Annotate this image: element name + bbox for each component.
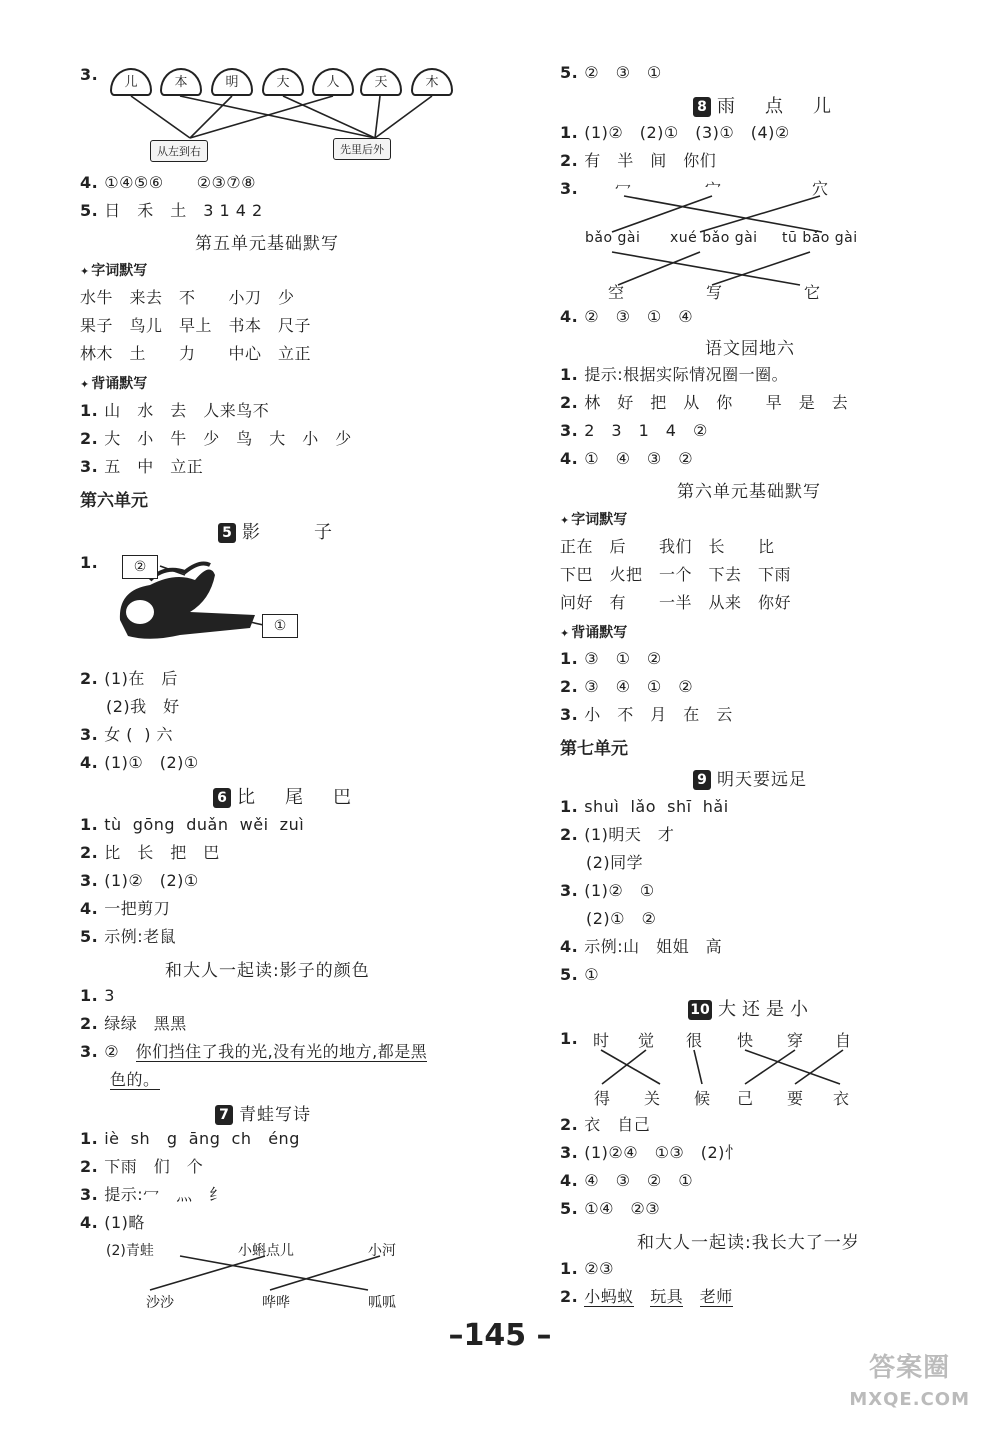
fan-2: 本 — [160, 68, 202, 96]
s4-line: 4. (1)① (2)① — [80, 753, 199, 772]
d3-line: 3. 2 3 1 4 ② — [560, 421, 708, 440]
d4-line: 4. ① ④ ③ ② — [560, 449, 694, 468]
c2-line: 2. 有 半 间 你们 — [560, 151, 717, 170]
r3-line: 3. ② 你们挡住了我的光,没有光的地方,都是黑 — [80, 1042, 428, 1061]
p1-line: 1. tù gōng duǎn wěi zuì — [80, 815, 305, 834]
g1-number: 1. — [560, 1029, 579, 1048]
watermark-bottom: MXQE.COM — [849, 1389, 970, 1410]
p5-line: 5. 示例:老鼠 — [80, 927, 177, 946]
fan-5: 人 — [312, 68, 354, 96]
r2-line: 2. 绿绿 黑黑 — [80, 1014, 187, 1033]
lesson5-title: 5 影 子 — [218, 518, 338, 544]
q4-bottom-3: 呱呱 — [368, 1295, 396, 1311]
label-left-to-right: 从左到右 — [150, 140, 208, 162]
q4-top-2: 小蝌点儿 — [238, 1243, 294, 1259]
unit7-heading: 第七单元 — [560, 739, 628, 759]
recite-3: 3. 五 中 立正 — [80, 457, 204, 476]
lesson7-title: 7 青蛙写诗 — [215, 1100, 311, 1125]
g1-top-6: 自 — [835, 1031, 852, 1050]
g1-top-3: 很 — [686, 1031, 703, 1050]
r-section-recite: ✦ 背诵默写 — [560, 622, 627, 642]
q3-line: 3. 提示:冖 灬 纟 — [80, 1185, 226, 1204]
c3-number: 3. — [560, 179, 579, 198]
fan-3: 明 — [211, 68, 253, 96]
unit6-heading: 第六单元 — [80, 491, 148, 511]
watermark — [849, 1352, 970, 1416]
words-row-3: 林木 土 力 中心 立正 — [80, 344, 312, 363]
c3-top-2: 宀 — [705, 179, 722, 198]
q2-line: 2. 下雨 们 个 — [80, 1157, 204, 1176]
d2-line: 2. 林 好 把 从 你 早 是 去 — [560, 393, 849, 412]
s2-line-b: (2)我 好 — [106, 697, 180, 716]
c1-line: 1. (1)② (2)① (3)① (4)② — [560, 123, 790, 142]
c4-line: 4. ② ③ ① ④ — [560, 307, 694, 326]
e3-line: 3. 小 不 月 在 云 — [560, 705, 733, 724]
fan-4: 大 — [262, 68, 304, 96]
g1-bottom-4: 己 — [737, 1089, 754, 1108]
a5-line: 5. ② ③ ① — [560, 63, 662, 82]
l3-number: 3. — [80, 65, 99, 84]
d1-line: 1. 提示:根据实际情况圈一圈。 — [560, 365, 789, 384]
lesson6-title: 6 比 尾 巴 — [213, 783, 357, 809]
c3-top-3: 穴 — [812, 179, 829, 198]
g1-bottom-3: 候 — [694, 1089, 711, 1108]
fan-6: 天 — [360, 68, 402, 96]
reading-title-1: 和大人一起读:影子的颜色 — [165, 961, 370, 981]
r3-line-cont: 色的。 — [110, 1070, 160, 1089]
g1-bottom-6: 衣 — [833, 1089, 850, 1108]
g1-top-5: 穿 — [787, 1031, 804, 1050]
g2-line: 2. 衣 自己 — [560, 1115, 651, 1134]
h1-line: 1. ②③ — [560, 1259, 614, 1278]
shadow-box-b: ① — [262, 614, 298, 638]
g1-top-1: 时 — [593, 1031, 610, 1050]
l4-line: 4. ①④⑤⑥ ②③⑦⑧ — [80, 173, 256, 192]
label-inside-first: 先里后外 — [333, 138, 391, 160]
q4-line-b: (2)青蛙 — [106, 1243, 154, 1259]
g4-line: 4. ④ ③ ② ① — [560, 1171, 694, 1190]
g5-line: 5. ①④ ②③ — [560, 1199, 661, 1218]
c3-pinyin-1: bǎo gài — [585, 230, 641, 246]
lesson8-title: 8 雨 点 儿 — [693, 92, 837, 118]
words-row-1: 水牛 来去 不 小刀 少 — [80, 288, 295, 307]
q4-bottom-1: 沙沙 — [146, 1295, 174, 1311]
f4-line: 4. 示例:山 姐姐 高 — [560, 937, 723, 956]
r-words-row-3: 问好 有 一半 从来 你好 — [560, 593, 792, 612]
q4-top-3: 小河 — [368, 1243, 396, 1259]
r1-line: 1. 3 — [80, 986, 115, 1005]
s3-line: 3. 女 ( ) 六 — [80, 725, 174, 744]
c3-pinyin-3: tū bǎo gài — [782, 230, 858, 246]
f5-line: 5. ① — [560, 965, 600, 984]
section-words: ✦ 字词默写 — [80, 260, 147, 280]
e1-line: 1. ③ ① ② — [560, 649, 662, 668]
q1-line: 1. iè sh g āng ch éng — [80, 1129, 300, 1148]
unit6-review-title: 第六单元基础默写 — [677, 482, 821, 502]
g1-bottom-1: 得 — [594, 1089, 611, 1108]
c3-bottom-1: 空 — [608, 283, 625, 302]
lesson9-title: 9 明天要远足 — [693, 765, 807, 790]
shadow-box-a: ② — [122, 555, 158, 579]
c3-bottom-3: 它 — [804, 283, 821, 302]
recite-1: 1. 山 水 去 人来鸟不 — [80, 401, 270, 420]
unit5-review-title: 第五单元基础默写 — [195, 234, 339, 254]
f3-line-b: (2)① ② — [586, 909, 657, 928]
f3-line-a: 3. (1)② ① — [560, 881, 655, 900]
r-words-row-1: 正在 后 我们 长 比 — [560, 537, 775, 556]
recite-2: 2. 大 小 牛 少 鸟 大 小 少 — [80, 429, 352, 448]
c3-top-1: 冖 — [615, 179, 632, 198]
c3-bottom-2: 写 — [706, 283, 723, 302]
g1-bottom-2: 关 — [644, 1089, 661, 1108]
page-number: –145 – — [448, 1318, 552, 1353]
fan-7: 木 — [411, 68, 453, 96]
s2-line-a: 2. (1)在 后 — [80, 669, 178, 688]
g1-top-2: 觉 — [638, 1031, 655, 1050]
section-recite: ✦ 背诵默写 — [80, 373, 147, 393]
reading-title-2: 和大人一起读:我长大了一岁 — [637, 1233, 860, 1253]
g1-bottom-5: 要 — [787, 1089, 804, 1108]
r-words-row-2: 下巴 火把 一个 下去 下雨 — [560, 565, 792, 584]
p4-line: 4. 一把剪刀 — [80, 899, 171, 918]
watermark-top: 答案圈 — [869, 1353, 951, 1383]
f2-line-b: (2)同学 — [586, 853, 644, 872]
e2-line: 2. ③ ④ ① ② — [560, 677, 694, 696]
p2-line: 2. 比 长 把 巴 — [80, 843, 220, 862]
h2-line: 2. 小蚂蚁 玩具 老师 — [560, 1287, 733, 1306]
q4-bottom-2: 哗哗 — [262, 1295, 290, 1311]
g3-line: 3. (1)②④ ①③ (2)忄 — [560, 1143, 742, 1162]
c3-pinyin-2: xué bǎo gài — [670, 230, 758, 246]
yuwen-yuandi-6-title: 语文园地六 — [705, 339, 795, 359]
p3-line: 3. (1)② (2)① — [80, 871, 199, 890]
q4-line-a: 4. (1)略 — [80, 1213, 145, 1232]
words-row-2: 果子 鸟儿 早上 书本 尺子 — [80, 316, 312, 335]
f2-line-a: 2. (1)明天 才 — [560, 825, 675, 844]
g1-top-4: 快 — [737, 1031, 754, 1050]
f1-line: 1. shuì lǎo shī hǎi — [560, 797, 729, 816]
lesson10-title: 10 大还是小 — [688, 995, 814, 1021]
fan-1: 儿 — [110, 68, 152, 96]
s1-number: 1. — [80, 553, 99, 572]
l5-line: 5. 日 禾 土 3 1 4 2 — [80, 201, 263, 220]
r-section-words: ✦ 字词默写 — [560, 509, 627, 529]
